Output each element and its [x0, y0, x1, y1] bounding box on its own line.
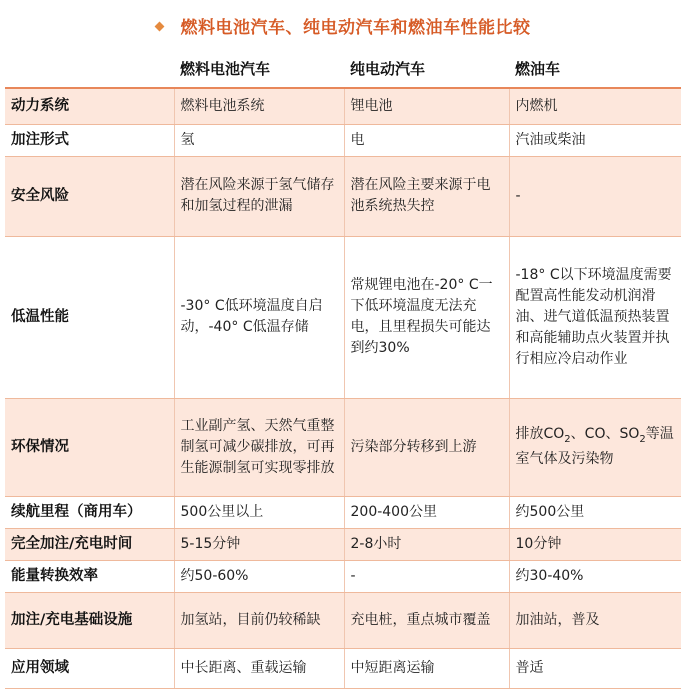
ice-emission-prefix: 排放CO: [515, 425, 565, 442]
row-label: 续航里程（商用车）: [5, 496, 174, 528]
header-cell-blank: [5, 50, 174, 88]
cell-fcv: 潜在风险来源于氢气储存和加氢过程的泄漏: [174, 156, 344, 236]
table-row: [5, 156, 681, 236]
title-bar: [0, 0, 686, 50]
row-label: 环保情况: [5, 398, 174, 496]
subscript-2: 2: [639, 433, 646, 445]
table-row: [5, 496, 681, 528]
cell-ev: 污染部分转移到上游: [344, 398, 509, 496]
cell-fcv: 燃料电池系统: [174, 88, 344, 124]
diamond-bullet-icon: [154, 21, 164, 31]
cell-fcv: 工业副产氢、天然气重整制氢可减少碳排放，可再生能源制氢可实现零排放: [174, 398, 344, 496]
cell-ice: -18° C以下环境温度需要配置高性能发动机润滑油、进气道低温预热装置和高能辅助点火装置并执行相应冷启动作业: [509, 236, 681, 398]
table-row: [5, 124, 681, 156]
table-row: [5, 528, 681, 560]
cell-fcv: 氢: [174, 124, 344, 156]
cell-ice: 约500公里: [509, 496, 681, 528]
table-row: [5, 88, 681, 124]
cell-ev: 电: [344, 124, 509, 156]
row-label: 动力系统: [5, 88, 174, 124]
cell-fcv: 加氢站，目前仍较稀缺: [174, 592, 344, 648]
cell-fcv: 5-15分钟: [174, 528, 344, 560]
cell-ev: -: [344, 560, 509, 592]
cell-ev: 潜在风险主要来源于电池系统热失控: [344, 156, 509, 236]
cell-ice: 加油站，普及: [509, 592, 681, 648]
cell-ice: -: [509, 156, 681, 236]
header-cell-ice: 燃油车: [509, 50, 681, 88]
cell-fcv: 中长距离、重载运输: [174, 648, 344, 688]
header-cell-fcv: 燃料电池汽车: [174, 50, 344, 88]
cell-ev: 常规锂电池在-20° C一下低环境温度无法充电，且里程损失可能达到约30%: [344, 236, 509, 398]
cell-fcv: 约50-60%: [174, 560, 344, 592]
row-label: 加注/充电基础设施: [5, 592, 174, 648]
cell-ev: 充电桩，重点城市覆盖: [344, 592, 509, 648]
cell-ev: 中短距离运输: [344, 648, 509, 688]
cell-ice: 内燃机: [509, 88, 681, 124]
table-row: [5, 648, 681, 688]
cell-ev: 200-400公里: [344, 496, 509, 528]
table-row: [5, 592, 681, 648]
cell-ev: 2-8小时: [344, 528, 509, 560]
page-title: 燃料电池汽车、纯电动汽车和燃油车性能比较: [180, 17, 531, 38]
cell-ice: 汽油或柴油: [509, 124, 681, 156]
row-label: 低温性能: [5, 236, 174, 398]
row-label: 能量转换效率: [5, 560, 174, 592]
header-row: [5, 50, 681, 88]
cell-ice: 普适: [509, 648, 681, 688]
subscript-2: 2: [564, 433, 571, 445]
header-cell-ev: 纯电动汽车: [344, 50, 509, 88]
cell-ice: 10分钟: [509, 528, 681, 560]
table-row: [5, 398, 681, 496]
ice-emission-mid: 、CO、SO: [570, 425, 640, 442]
table-row: [5, 236, 681, 398]
ice-emission-suffix: 等温室气体及污染物: [515, 425, 674, 468]
cell-ice: [509, 398, 681, 496]
row-label: 安全风险: [5, 156, 174, 236]
cell-fcv: 500公里以上: [174, 496, 344, 528]
row-label: 加注形式: [5, 124, 174, 156]
cell-fcv: -30° C低环境温度自启动，-40° C低温存储: [174, 236, 344, 398]
row-label: 应用领域: [5, 648, 174, 688]
row-label: 完全加注/充电时间: [5, 528, 174, 560]
comparison-table: [5, 50, 681, 689]
cell-ice: 约30-40%: [509, 560, 681, 592]
table-row: [5, 560, 681, 592]
cell-ev: 锂电池: [344, 88, 509, 124]
